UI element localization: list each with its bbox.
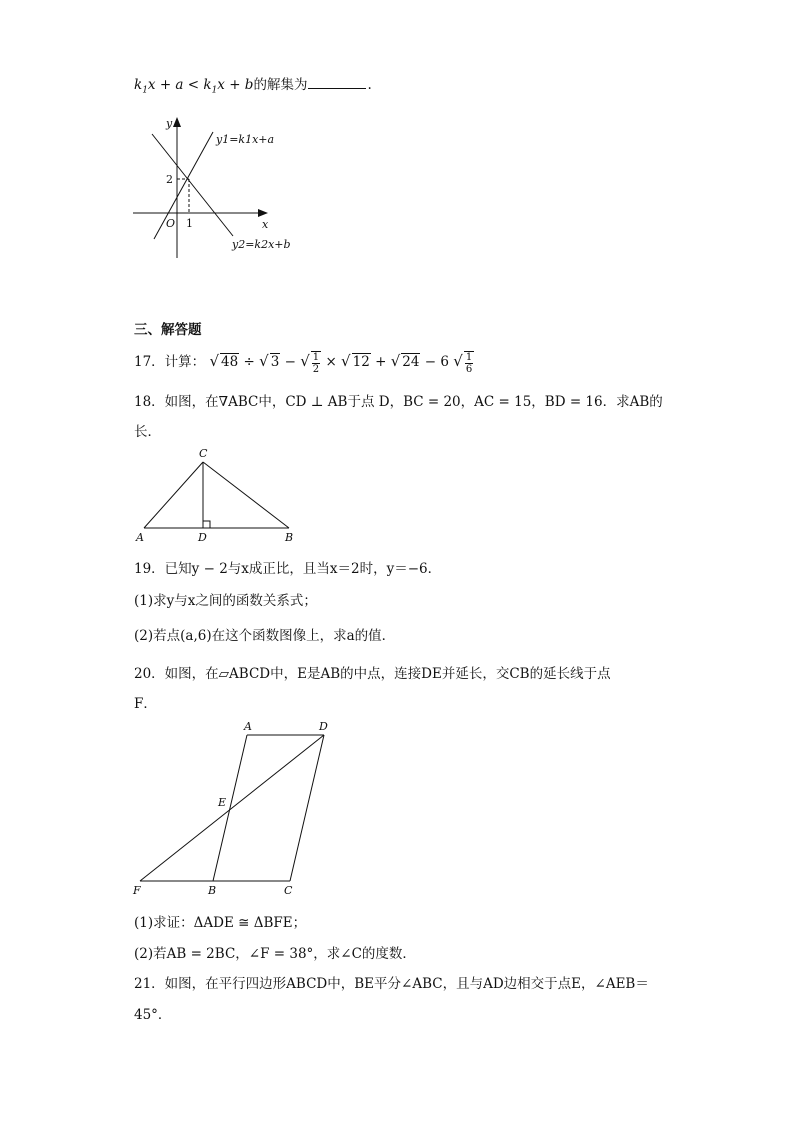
vertex-B: B	[208, 884, 217, 897]
q16-end-punct: .	[367, 77, 372, 93]
vertex-C: C	[199, 447, 208, 460]
vertex-D: D	[319, 720, 328, 733]
x-axis-label: x	[262, 218, 269, 231]
line1-label: y1=k1x+a	[216, 133, 275, 146]
q20-part1: (1)求证：ΔADE ≅ ΔBFE；	[134, 915, 307, 931]
ineq-right-k: k	[203, 77, 212, 93]
q17-r1: 48	[221, 354, 239, 370]
origin-label: O	[166, 217, 176, 230]
sqrt-icon: √	[300, 352, 310, 370]
q21-line1: 21．如图，在平行四边形ABCD中，BE平分∠ABC，且与AD边相交于点E，∠AEB＝	[134, 976, 649, 992]
q17-op5: − 6	[424, 354, 449, 370]
q17-op4: +	[375, 354, 387, 370]
q17-r2: 3	[270, 354, 280, 370]
vertex-A: A	[136, 531, 144, 544]
sqrt-icon: √	[341, 352, 351, 370]
line-DF	[140, 735, 324, 881]
q19-part2: (2)若点(a,6)在这个函数图像上，求a的值．	[134, 628, 396, 644]
sqrt-icon: √	[390, 352, 401, 370]
q17-f1-den: 2	[312, 363, 320, 375]
point-F: F	[133, 884, 141, 897]
y-axis-label: y	[166, 117, 173, 130]
q21-line2: 45°．	[134, 1007, 172, 1023]
section-title: 三、解答题	[134, 322, 202, 338]
ineq-left-k-sub: 1	[142, 85, 148, 96]
vertex-D: D	[198, 531, 207, 544]
q17-f2-den: 6	[465, 363, 473, 375]
q18-line1: 18．如图，在∇ABC中，CD ⊥ AB于点 D，BC = 20，AC = 15，BD = 16．求AB的	[134, 394, 663, 410]
point-E: E	[218, 796, 227, 809]
vertex-A: A	[244, 720, 252, 733]
ineq-mid: x + a <	[147, 77, 204, 93]
sqrt-icon: √	[259, 352, 269, 370]
q17-f2-num: 1	[465, 351, 473, 363]
sqrt-icon: √	[453, 352, 463, 370]
line2-label: y2=k2x+b	[232, 238, 291, 251]
q17-op1: ÷	[243, 354, 255, 370]
q17-r3: 12	[352, 354, 370, 370]
y-tick-label: 2	[166, 173, 173, 186]
q17-number: 17．计算：	[134, 354, 206, 370]
ineq-left-k: k	[134, 77, 143, 93]
vertex-B: B	[285, 531, 294, 544]
sqrt-icon: √	[209, 352, 220, 370]
q17-op3: ×	[325, 354, 337, 370]
q20-line2: F．	[134, 696, 157, 712]
q20-line1: 20．如图，在▱ABCD中，E是AB的中点，连接DE并延长，交CB的延长线于点	[134, 666, 611, 682]
q18-line2: 长．	[134, 424, 161, 440]
ineq-end: x + b	[217, 77, 254, 93]
ineq-right-k-sub: 1	[211, 85, 218, 96]
side-DC	[290, 735, 324, 881]
q17-op2: −	[284, 354, 296, 370]
q20-part2: (2)若AB = 2BC，∠F = 38°，求∠C的度数．	[134, 946, 416, 962]
vertex-C: C	[284, 884, 293, 897]
x-tick-label: 1	[186, 217, 193, 230]
q16-tail-text: 的解集为	[253, 77, 308, 93]
q17-r4: 24	[402, 354, 420, 370]
q19-part1: (1)求y与x之间的函数关系式；	[134, 593, 317, 609]
q17-f1-num: 1	[312, 351, 320, 363]
q19-line1: 19．已知y − 2与x成正比，且当x＝2时，y＝−6．	[134, 561, 442, 577]
